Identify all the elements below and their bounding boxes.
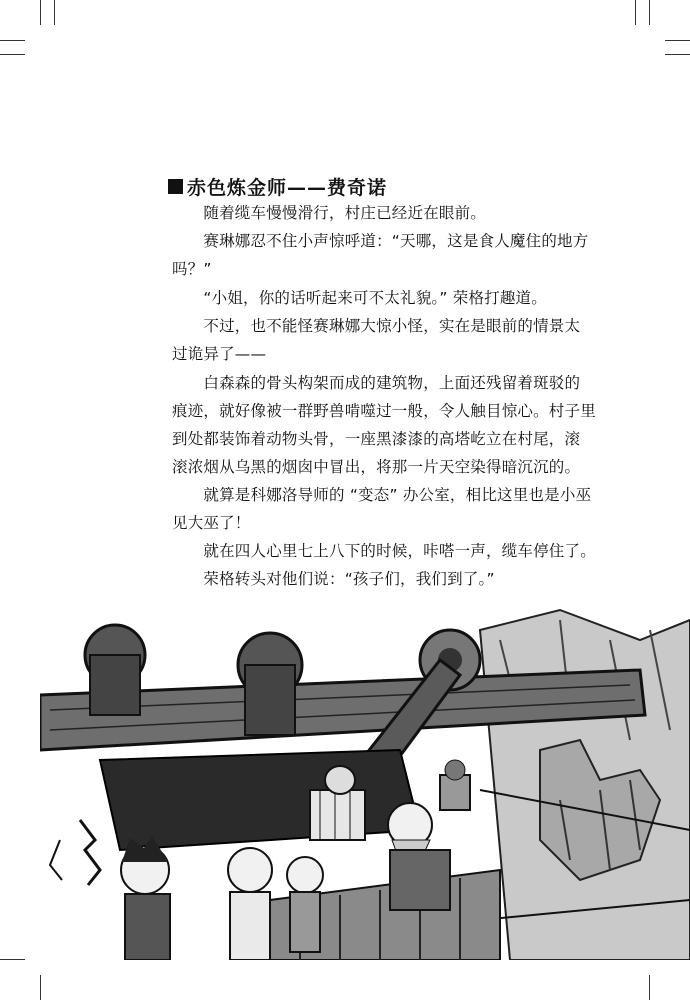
crop-mark-top-right-h2 bbox=[665, 54, 690, 55]
car-platform bbox=[100, 750, 420, 850]
crop-mark-bottom-left-h bbox=[0, 959, 25, 960]
crop-mark-bottom-left-v bbox=[40, 975, 41, 1000]
chapter-heading bbox=[168, 173, 387, 200]
square-bullet-icon bbox=[168, 179, 183, 194]
crop-mark-top-left-h2 bbox=[0, 54, 25, 55]
paragraph-2: 赛琳娜忍不住小声惊呼道：“天哪，这是食人魔住的地方 吗？” bbox=[172, 232, 589, 278]
crop-mark-top-left-v2 bbox=[54, 0, 55, 25]
paragraph-6: 就算是科娜洛导师的 “变态” 办公室，相比这里也是小巫 见大巫了！ bbox=[172, 486, 592, 532]
lightning-effect bbox=[80, 820, 100, 885]
cliff-rocks bbox=[480, 610, 690, 960]
paragraph-7: 就在四人心里七上八下的时候，咔嗒一声，缆车停住了。 bbox=[172, 542, 596, 560]
paragraph-5: 白森森的骨头构架而成的建筑物，上面还残留着斑驳的 痕迹，就好像被一群野兽啃噬过一般，令人触目惊心。村子里 到处都装饰着动物头骨，一座黑漆漆的高塔屹立在村尾，滚 滚浓烟从乌黑的烟囱中冒出，将那一片天空染得暗沉沉的。 bbox=[172, 374, 596, 476]
paragraph-8: 荣格转头对他们说：“孩子们，我们到了。” bbox=[172, 570, 495, 588]
crop-mark-top-left-v bbox=[40, 0, 41, 25]
paragraph-1: 随着缆车慢慢滑行，村庄已经近在眼前。 bbox=[172, 204, 487, 222]
crop-mark-bottom-right-v bbox=[649, 975, 650, 1000]
paragraph-4: 不过，也不能怪赛琳娜大惊小怪，实在是眼前的情景太 过诡异了—— bbox=[172, 317, 581, 363]
cable-car-illustration bbox=[40, 600, 690, 960]
crop-mark-top-right-v bbox=[649, 0, 650, 25]
crop-mark-top-left-h bbox=[0, 40, 25, 41]
chapter-heading-text: 赤色炼金师——费奇诺 bbox=[187, 177, 388, 199]
paragraph-3: “小姐，你的话听起来可不太礼貌。” 荣格打趣道。 bbox=[172, 289, 547, 307]
crop-mark-top-right-v2 bbox=[635, 0, 636, 25]
crop-mark-top-right-h bbox=[665, 40, 690, 41]
